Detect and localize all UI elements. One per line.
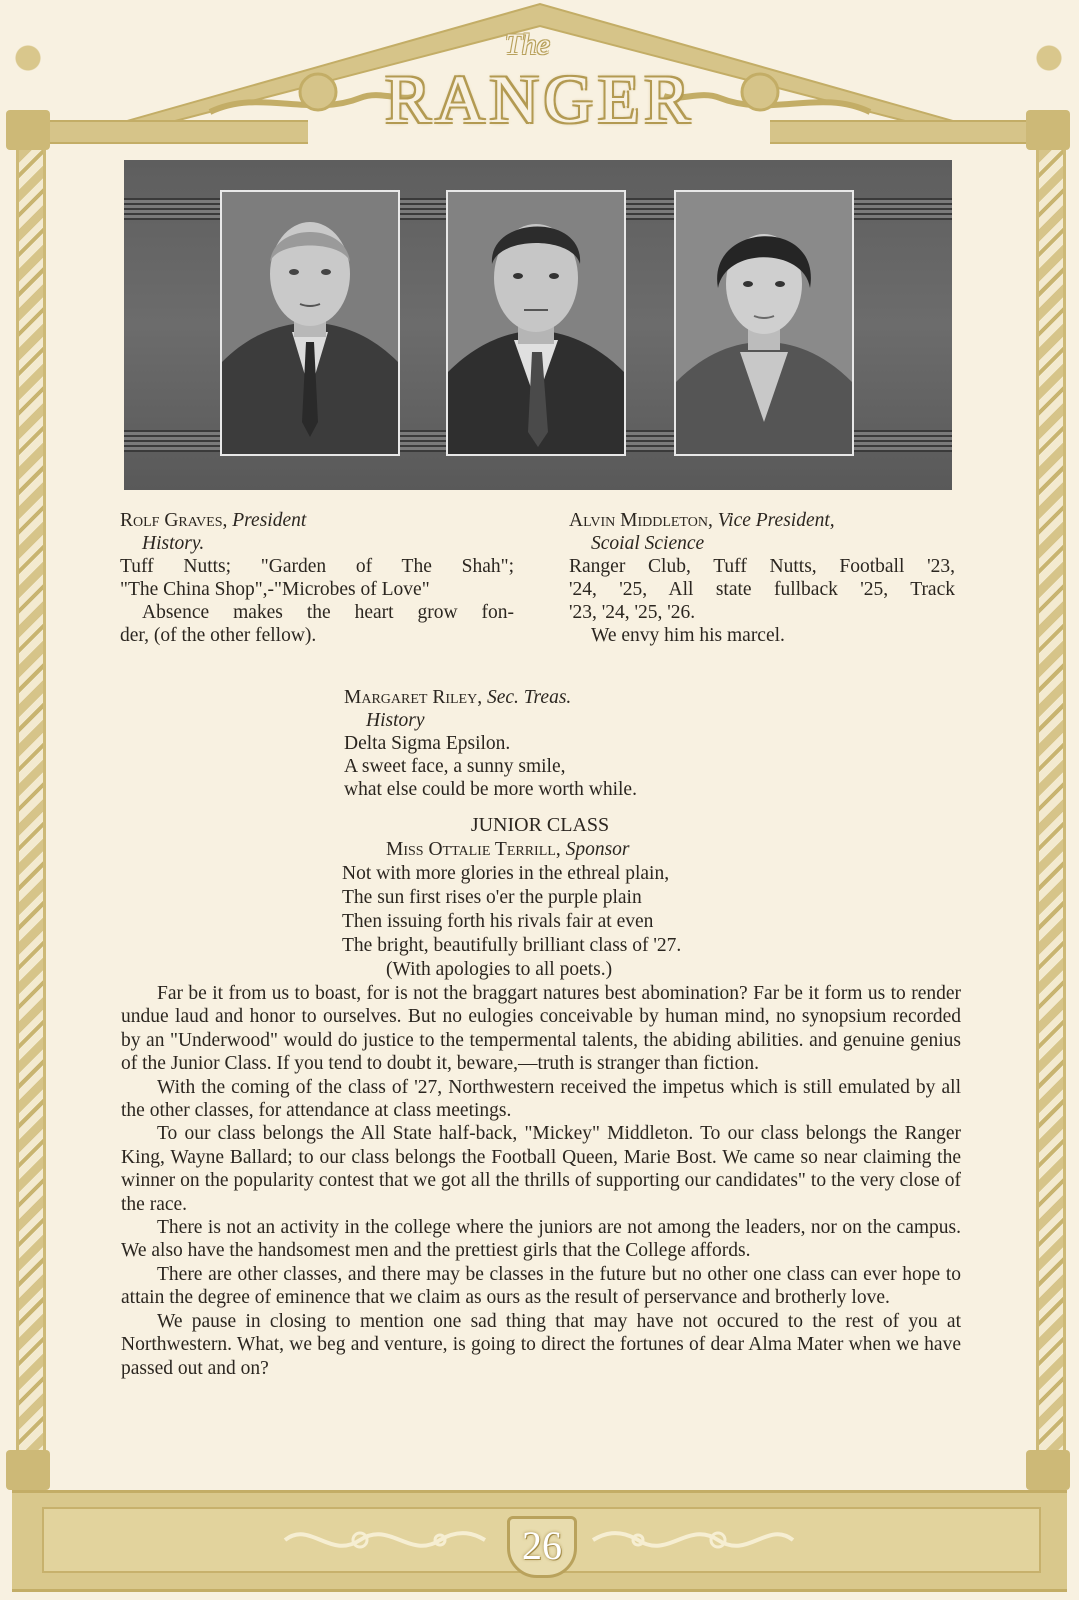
left-pillar-capital [6, 110, 50, 150]
middleton-field: Scoial Science [591, 533, 705, 554]
middleton-name: Alvin Middleton [569, 510, 708, 531]
page-number: 26 [507, 1516, 577, 1578]
right-scroll-ornament-icon [588, 1520, 798, 1560]
poem-line-1: Not with more glories in the ethreal plain, [342, 863, 670, 884]
riley-field: History [366, 710, 425, 731]
essay-paragraph: To our class belongs the All State half-back, "Mickey" Middleton. To our class belongs the Ranger King, Wayne Ballard; to our class belongs the Football Queen, Marie Bost. We came so near claiming the winner on the popularity contest that we got all the thrills of supporting our candidates" to the very close of the race. [121, 1123, 961, 1215]
left-pillar-base [6, 1450, 50, 1490]
essay-paragraph: With the coming of the class of '27, Northwestern received the impetus which is still emulated by all the other classes, for attendance at class meetings. [121, 1076, 961, 1122]
graves-line-1: Tuff Nutts; "Garden of The Shah"; [120, 556, 514, 577]
right-pillar-base [1026, 1450, 1070, 1490]
graves-name: Rolf Graves [120, 510, 223, 531]
essay-paragraph: Far be it from us to boast, for is not the braggart natures best abomination? Far be it form us to render undue laud and honor to ourselves. But no eulogies conceivable by human mind, no synopsium recorded by an "Underwood" would do justice to the tempermental talents, the abiding abilities. and genuine genius of the Junior Class. If you tend to doubt it, beware,—truth is stranger than fiction. [121, 983, 961, 1075]
riley-heading: Margaret Riley, Sec. Treas. [344, 687, 572, 708]
header-the: The [505, 28, 550, 61]
riley-line-1: Delta Sigma Epsilon. [344, 733, 511, 754]
middleton-line-1: Ranger Club, Tuff Nutts, Football '23, [569, 556, 955, 577]
sponsor-name: Miss Ottalie Terrill, [386, 839, 561, 860]
junior-class-heading: JUNIOR CLASS [470, 814, 610, 836]
riley-line-3: what else could be more worth while. [344, 779, 637, 800]
essay-paragraph: There are other classes, and there may be classes in the future but no other one class can ever hope to attain the degree of eminence that we claim as ours as the result of perservance and brotherly love. [121, 1263, 961, 1309]
sponsor-role: Sponsor [565, 839, 630, 860]
header-title: RANGER [385, 61, 695, 137]
graves-line-2: "The China Shop",-"Microbes of Love" [120, 579, 430, 600]
junior-class-essay [121, 982, 961, 1380]
middleton-line-3: '23, '24, '25, '26. [569, 602, 696, 623]
riley-office: Sec. Treas. [486, 687, 572, 708]
portrait-riley [674, 190, 854, 456]
left-twisted-pillar [16, 150, 46, 1480]
essay-paragraph: There is not an activity in the college where the juniors are not among the leaders, nor on the campus. We also have the handsomest men and the prettiest girls that the College affords. [121, 1217, 961, 1262]
middleton-office: Vice President, [717, 510, 835, 531]
portrait-middleton [446, 190, 626, 456]
header-bar-left [48, 120, 308, 144]
portrait-graves [220, 190, 400, 456]
middleton-heading: Alvin Middleton, Vice President, [569, 510, 835, 531]
portrait-panel [124, 160, 952, 490]
left-scroll-ornament-icon [280, 1520, 490, 1560]
poem-line-2: The sun first rises o'er the purple plain [342, 887, 642, 908]
riley-line-2: A sweet face, a sunny smile, [344, 756, 566, 777]
poem-line-3: Then issuing forth his rivals fair at even [342, 911, 654, 932]
left-urn-finial-icon [13, 42, 43, 82]
riley-name: Margaret Riley [344, 687, 478, 708]
graves-field: History. [142, 533, 205, 554]
right-pillar-capital [1026, 110, 1070, 150]
graves-office: President [232, 510, 307, 531]
poem-attribution: (With apologies to all poets.) [386, 959, 613, 980]
essay-paragraph: We pause in closing to mention one sad thing that may have not occured to the rest of you at Northwestern. What, we beg and venture, is going to direct the fortunes of dear Alma Mater when we have passed out and on? [121, 1310, 961, 1379]
right-urn-finial-icon [1034, 42, 1064, 82]
middleton-line-4: We envy him his marcel. [591, 625, 785, 646]
junior-sponsor [386, 838, 630, 862]
graves-heading: Rolf Graves, President [120, 510, 307, 531]
poem-line-4: The bright, beautifully brilliant class of '27. [342, 935, 682, 956]
right-twisted-pillar [1036, 150, 1066, 1480]
header-bar-right [770, 120, 1032, 144]
graves-line-4: der, (of the other fellow). [120, 625, 317, 646]
graves-line-3: Absence makes the heart grow fon- [142, 602, 514, 623]
middleton-line-2: '24, '25, All state fullback '25, Track [569, 579, 955, 600]
